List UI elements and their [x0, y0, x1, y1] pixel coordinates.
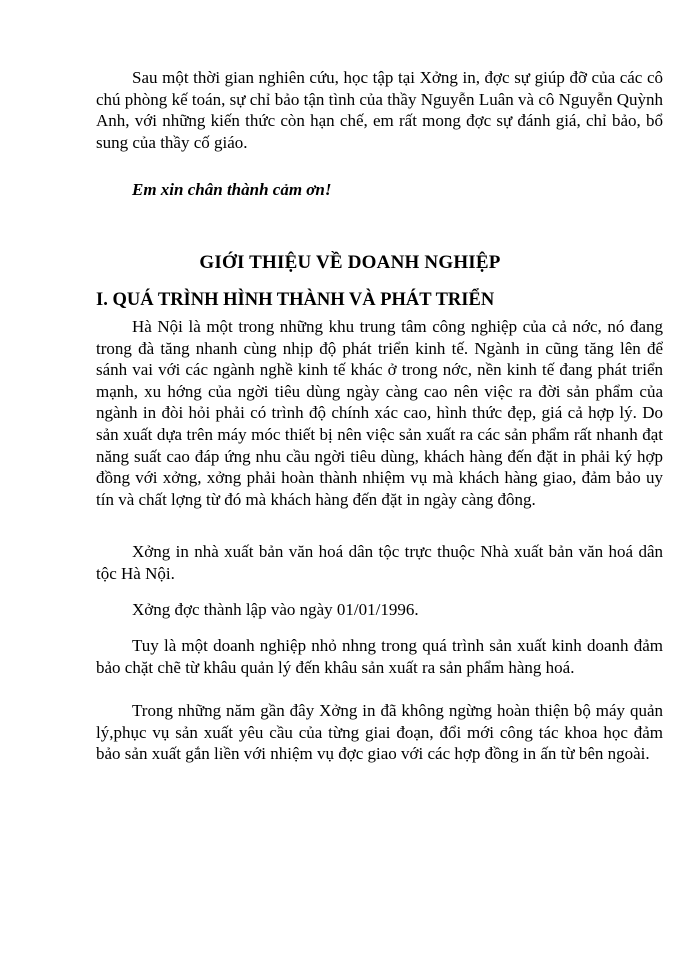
section-paragraph-1: [96, 316, 663, 510]
intro-paragraph: Sau một thời gian nghiên cứu, học tập tại Xởng in, đợc sự giúp đỡ của các cô chú phòng kế toán, sự chỉ bảo tận tình của thầy Nguyễn Luân và cô Nguyễn Quỳnh Anh, với những kiến thức còn hạn chế, em rất mong đợc sự đánh giá, chỉ bảo, bổ sung của thầy cố giáo.: [96, 68, 663, 152]
section-paragraph-5: [96, 700, 663, 765]
section-paragraph-3: [96, 599, 663, 621]
body-paragraph: Trong những năm gần đây Xởng in đã không ngừng hoàn thiện bộ máy quản lý,phục vụ sản xuất yêu cầu của từng giai đoạn, đổi mới công tác khoa học đảm bảo sản xuất gắn liền với nhiệm vụ đợc giao với các hợp đồng in ấn từ bên ngoài.: [96, 701, 663, 764]
section-heading: I. QUÁ TRÌNH HÌNH THÀNH VÀ PHÁT TRIỂN: [96, 290, 495, 310]
body-paragraph: Tuy là một doanh nghiệp nhỏ nhng trong quá trình sản xuất kinh doanh đảm bảo chặt chẽ từ khâu quản lý đến khâu sản xuất ra sản phẩm hàng hoá.: [96, 636, 663, 677]
page-title: GIỚI THIỆU VỀ DOANH NGHIỆP: [199, 252, 501, 273]
intro-block: [96, 67, 663, 153]
closing-line: Em xin chân thành cảm ơn!: [132, 180, 332, 199]
section-paragraph-2: [96, 541, 663, 584]
section-paragraph-4: [96, 635, 663, 678]
body-paragraph: Hà Nội là một trong những khu trung tâm công nghiệp của cả nớc, nó đang trong đà tăng nhanh cùng nhịp độ phát triển kinh tế. Ngành in cũng tăng lên để sánh vai với các ngành nghề kinh tế khác ở trong nớc, nền kinh tế đang phát triển mạnh, xu hớng của ngời tiêu dùng ngày càng cao nên việc ra đời sản phẩm của ngành in đòi hỏi phải có trình độ chính xác cao, hình thức đẹp, giá cả hợp lý. Do sản xuất dựa trên máy móc thiết bị nên việc sản xuất ra các sản phẩm rất nhanh đạt năng suất cao đáp ứng nhu cầu ngời tiêu dùng, khách hàng đến đặt in phải ký hợp đồng với xởng, xởng phải hoàn thành nhiệm vụ mà khách hàng giao, đảm bảo uy tín và chất lợng từ đó mà khách hàng đến đặt in ngày càng đông.: [96, 317, 663, 509]
body-paragraph: Xởng đợc thành lập vào ngày 01/01/1996.: [132, 600, 419, 619]
body-paragraph: Xởng in nhà xuất bản văn hoá dân tộc trực thuộc Nhà xuất bản văn hoá dân tộc Hà Nội.: [96, 542, 663, 583]
